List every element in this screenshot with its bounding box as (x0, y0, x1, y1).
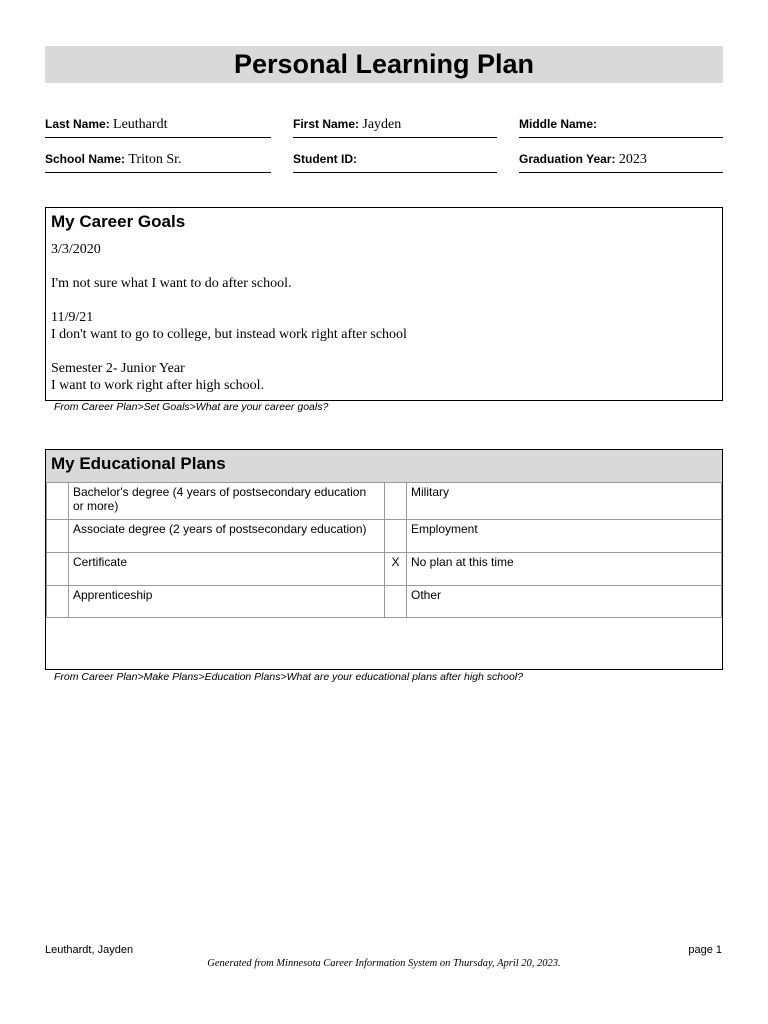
first-name-value: Jayden (362, 117, 402, 132)
career-goals-text (51, 241, 407, 411)
career-goals-source-note: From Career Plan>Set Goals>What are your career goals? (54, 401, 329, 413)
educational-plans-section (45, 449, 723, 670)
school-name-label: School Name: (45, 152, 126, 166)
graduation-year-field (519, 152, 723, 173)
graduation-year-label: Graduation Year: (519, 152, 616, 166)
educational-plans-source-note: From Career Plan>Make Plans>Education Plans>What are your educational plans after high school? (54, 671, 523, 683)
checkbox-cell (385, 586, 407, 618)
goal-entry: Semester 2- Junior Year I want to work right after high school. (51, 361, 265, 393)
option-label: Associate degree (2 years of postsecondary education) (69, 520, 385, 553)
table-row (47, 586, 722, 618)
graduation-year-value: 2023 (618, 152, 647, 167)
checkbox-cell: X (385, 553, 407, 586)
goal-entry: 3/3/2020 (51, 242, 101, 257)
career-goals-section (45, 207, 723, 401)
educational-plans-header (46, 450, 722, 483)
checkbox-cell (47, 586, 69, 618)
option-label: Other (407, 586, 722, 618)
checkbox-cell (385, 483, 407, 520)
first-name-field (293, 117, 497, 138)
option-label: No plan at this time (407, 553, 722, 586)
footer-student-name: Leuthardt, Jayden (45, 944, 134, 956)
option-label: Employment (407, 520, 722, 553)
last-name-label: Last Name: (45, 117, 110, 131)
footer-page-number: page 1 (688, 944, 722, 956)
checkbox-cell (385, 520, 407, 553)
educational-plans-table (46, 482, 722, 618)
option-label: Bachelor's degree (4 years of postsecondary education or more) (69, 483, 385, 520)
option-label: Apprenticeship (69, 586, 385, 618)
last-name-value: Leuthardt (113, 117, 168, 132)
table-row (47, 483, 722, 520)
school-name-value: Triton Sr. (128, 152, 182, 167)
goal-entry: I'm not sure what I want to do after school. (51, 276, 292, 291)
option-label: Military (407, 483, 722, 520)
checkbox-cell (47, 483, 69, 520)
middle-name-field (519, 117, 723, 138)
school-name-field (45, 152, 271, 173)
page-title: Personal Learning Plan (45, 46, 723, 83)
goal-entry: 11/9/21 I don't want to go to college, but instead work right after school (51, 310, 407, 342)
checkbox-cell (47, 553, 69, 586)
last-name-field (45, 117, 271, 138)
table-row (47, 553, 722, 586)
first-name-label: First Name: (293, 117, 360, 131)
footer-generated-note: Generated from Minnesota Career Information System on Thursday, April 20, 2023. (207, 958, 561, 969)
student-id-label: Student ID: (293, 152, 357, 166)
middle-name-label: Middle Name: (519, 117, 598, 131)
option-label: Certificate (69, 553, 385, 586)
table-row (47, 520, 722, 553)
checkbox-cell (47, 520, 69, 553)
educational-plans-heading: My Educational Plans (51, 454, 226, 473)
student-id-field (293, 152, 497, 173)
career-goals-heading: My Career Goals (51, 212, 186, 231)
